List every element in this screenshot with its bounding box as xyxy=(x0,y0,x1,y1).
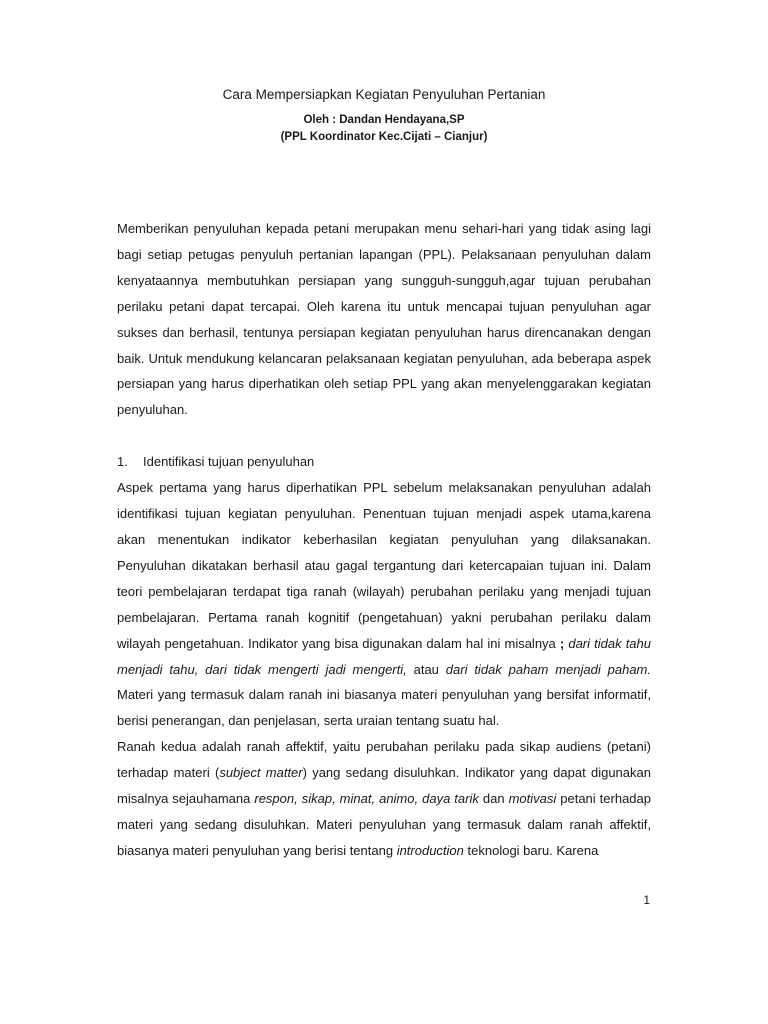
bold-run: ; xyxy=(559,635,565,651)
text-run: atau xyxy=(406,661,446,677)
italic-run: respon, sikap, minat, animo, daya tarik xyxy=(254,791,479,807)
page-number: 1 xyxy=(643,893,650,907)
section-paragraph-2 xyxy=(117,734,651,864)
section-paragraph-1 xyxy=(117,475,651,734)
text-run: Aspek pertama yang harus diperhatikan PPL sebelum melaksanakan penyuluhan adalah identifikasi tujuan kegiatan penyuluhan. Penentuan tujuan menjadi aspek utama,karena akan menentukan indikator keberhasilan kegiatan penyuluhan yang dilaksanakan. Penyuluhan dikatakan berhasil atau gagal tergantung dari ketercapaian tujuan ini. Dalam teori pembelajaran terdapat tiga ranah (wilayah) perubahan perilaku yang menjadi tujuan pembelajaran. Pertama ranah kognitif (pengetahuan) yakni perubahan perilaku dalam wilayah pengetahuan. Indikator yang bisa digunakan dalam hal ini misalnya xyxy=(117,480,651,651)
body-text xyxy=(117,216,651,864)
text-run: Ranah kedua adalah ranah affektif, yaitu perubahan perilaku pada sikap audiens (petani) terhadap materi ( xyxy=(117,739,651,781)
italic-run: dari tidak paham menjadi paham. xyxy=(445,661,651,677)
author-block xyxy=(0,112,768,146)
text-run: teknologi baru. Karena xyxy=(463,842,599,858)
section-title: Identifikasi tujuan penyuluhan xyxy=(143,454,315,470)
text-run: petani terhadap materi yang sedang disuluhkan. Materi penyuluhan yang termasuk dalam ranah affektif, biasanya materi penyuluhan yang berisi tentang xyxy=(117,791,651,858)
paragraph-gap xyxy=(117,423,651,449)
author-line: Oleh : Dandan Hendayana,SP xyxy=(303,114,465,126)
text-run: dan xyxy=(478,791,509,807)
italic-run: dari tidak tahu menjadi tahu, dari tidak mengerti jadi mengerti, xyxy=(117,635,651,677)
section-number: 1. xyxy=(117,454,128,470)
italic-run: subject matter xyxy=(219,765,303,781)
intro-paragraph: Memberikan penyuluhan kepada petani merupakan menu sehari-hari yang tidak asing lagi bagi setiap petugas penyuluh pertanian lapangan (PPL). Pelaksanaan penyuluhan dalam kenyataannya membutuhkan persiapan yang sungguh-sungguh,agar tujuan perubahan perilaku petani dapat tercapai. Oleh karena itu untuk mencapai tujuan penyuluhan agar sukses dan berhasil, tentunya persiapan kegiatan penyuluhan harus direncanakan dengan baik. Untuk mendukung kelancaran pelaksanaan kegiatan penyuluhan, ada beberapa aspek persiapan yang harus diperhatikan oleh setiap PPL yang akan menyelenggarakan kegiatan penyuluhan. xyxy=(117,221,651,418)
italic-run: motivasi xyxy=(508,791,557,807)
document-title: Cara Mempersiapkan Kegiatan Penyuluhan Pertanian xyxy=(222,87,546,102)
italic-run: introduction xyxy=(396,842,464,858)
section-heading xyxy=(117,449,651,475)
affiliation-line: (PPL Koordinator Kec.Cijati – Cianjur) xyxy=(280,131,488,143)
text-run: ) yang sedang disuluhkan. Indikator yang dapat digunakan misalnya sejauhamana xyxy=(117,765,651,807)
text-run: Materi yang termasuk dalam ranah ini biasanya materi penyuluhan yang bersifat informatif, berisi penerangan, dan penjelasan, serta uraian tentang suatu hal. xyxy=(117,687,651,729)
